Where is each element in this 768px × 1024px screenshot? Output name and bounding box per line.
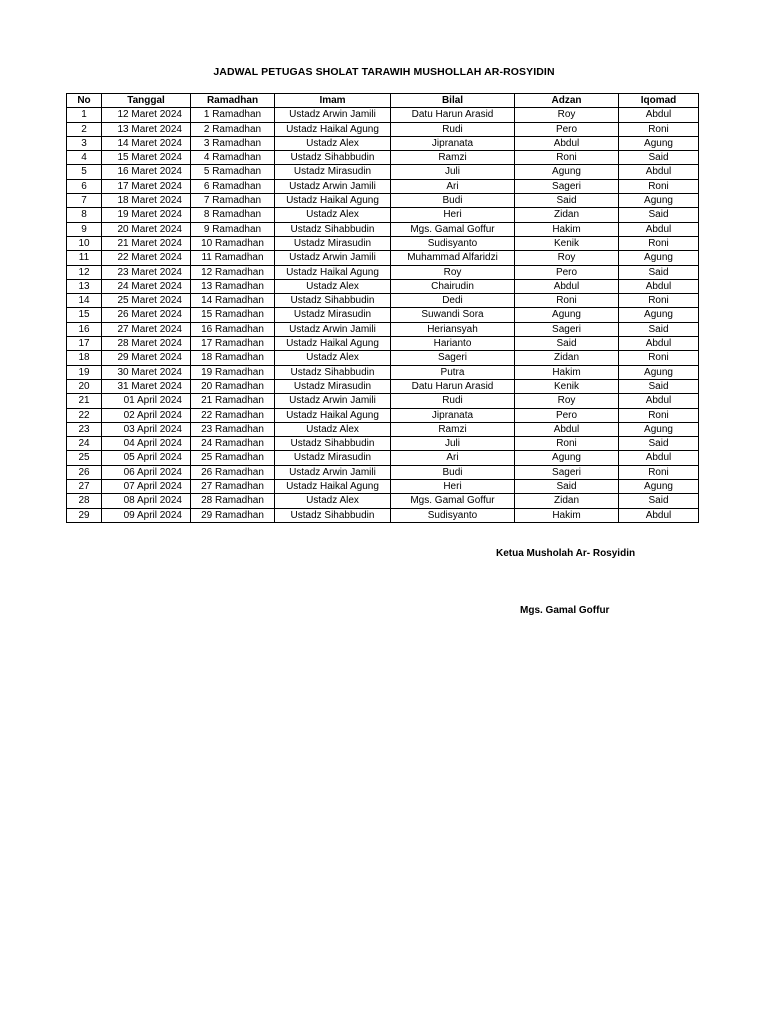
cell-imam: Ustadz Sihabbudin xyxy=(275,508,391,522)
cell-imam: Ustadz Arwin Jamili xyxy=(275,394,391,408)
cell-bilal: Sudisyanto xyxy=(391,236,515,250)
cell-imam: Ustadz Alex xyxy=(275,422,391,436)
cell-adzan: Zidan xyxy=(515,351,619,365)
cell-bilal: Chairudin xyxy=(391,279,515,293)
table-row xyxy=(67,365,699,379)
cell-adzan: Pero xyxy=(515,408,619,422)
table-row xyxy=(67,194,699,208)
cell-adzan: Pero xyxy=(515,265,619,279)
cell-bilal: Budi xyxy=(391,194,515,208)
table-header-row xyxy=(67,94,699,108)
cell-tanggal: 13 Maret 2024 xyxy=(102,122,191,136)
cell-ramadhan: 7 Ramadhan xyxy=(191,194,275,208)
cell-no: 9 xyxy=(67,222,102,236)
cell-iqomad: Roni xyxy=(619,294,699,308)
cell-adzan: Roy xyxy=(515,394,619,408)
cell-no: 17 xyxy=(67,337,102,351)
cell-tanggal: 08 April 2024 xyxy=(102,494,191,508)
cell-ramadhan: 14 Ramadhan xyxy=(191,294,275,308)
cell-ramadhan: 8 Ramadhan xyxy=(191,208,275,222)
table-row xyxy=(67,208,699,222)
cell-tanggal: 14 Maret 2024 xyxy=(102,136,191,150)
header-imam: Imam xyxy=(275,94,391,108)
cell-ramadhan: 22 Ramadhan xyxy=(191,408,275,422)
cell-bilal: Budi xyxy=(391,465,515,479)
cell-iqomad: Said xyxy=(619,437,699,451)
cell-imam: Ustadz Mirasudin xyxy=(275,165,391,179)
cell-iqomad: Said xyxy=(619,208,699,222)
cell-ramadhan: 6 Ramadhan xyxy=(191,179,275,193)
cell-tanggal: 18 Maret 2024 xyxy=(102,194,191,208)
cell-tanggal: 15 Maret 2024 xyxy=(102,151,191,165)
cell-ramadhan: 20 Ramadhan xyxy=(191,379,275,393)
table-row xyxy=(67,279,699,293)
cell-ramadhan: 27 Ramadhan xyxy=(191,480,275,494)
cell-adzan: Abdul xyxy=(515,136,619,150)
cell-iqomad: Abdul xyxy=(619,337,699,351)
cell-no: 21 xyxy=(67,394,102,408)
cell-tanggal: 03 April 2024 xyxy=(102,422,191,436)
table-row xyxy=(67,437,699,451)
cell-no: 10 xyxy=(67,236,102,250)
cell-adzan: Roni xyxy=(515,437,619,451)
cell-no: 27 xyxy=(67,480,102,494)
cell-bilal: Jipranata xyxy=(391,136,515,150)
cell-no: 26 xyxy=(67,465,102,479)
cell-tanggal: 16 Maret 2024 xyxy=(102,165,191,179)
cell-tanggal: 23 Maret 2024 xyxy=(102,265,191,279)
cell-bilal: Datu Harun Arasid xyxy=(391,108,515,122)
cell-ramadhan: 2 Ramadhan xyxy=(191,122,275,136)
cell-ramadhan: 4 Ramadhan xyxy=(191,151,275,165)
header-ramadhan: Ramadhan xyxy=(191,94,275,108)
cell-bilal: Datu Harun Arasid xyxy=(391,379,515,393)
cell-tanggal: 22 Maret 2024 xyxy=(102,251,191,265)
cell-no: 14 xyxy=(67,294,102,308)
signature-name: Mgs. Gamal Goffur xyxy=(520,605,610,616)
cell-iqomad: Said xyxy=(619,151,699,165)
cell-no: 4 xyxy=(67,151,102,165)
cell-imam: Ustadz Haikal Agung xyxy=(275,480,391,494)
cell-no: 12 xyxy=(67,265,102,279)
cell-bilal: Heri xyxy=(391,480,515,494)
cell-adzan: Sageri xyxy=(515,179,619,193)
cell-iqomad: Roni xyxy=(619,122,699,136)
cell-iqomad: Said xyxy=(619,494,699,508)
cell-adzan: Pero xyxy=(515,122,619,136)
table-row xyxy=(67,108,699,122)
cell-bilal: Ari xyxy=(391,451,515,465)
cell-imam: Ustadz Haikal Agung xyxy=(275,408,391,422)
cell-tanggal: 20 Maret 2024 xyxy=(102,222,191,236)
cell-adzan: Abdul xyxy=(515,279,619,293)
cell-iqomad: Agung xyxy=(619,136,699,150)
cell-imam: Ustadz Arwin Jamili xyxy=(275,465,391,479)
cell-iqomad: Abdul xyxy=(619,165,699,179)
cell-iqomad: Abdul xyxy=(619,108,699,122)
cell-bilal: Roy xyxy=(391,265,515,279)
cell-imam: Ustadz Haikal Agung xyxy=(275,194,391,208)
cell-ramadhan: 24 Ramadhan xyxy=(191,437,275,451)
cell-ramadhan: 11 Ramadhan xyxy=(191,251,275,265)
cell-imam: Ustadz Haikal Agung xyxy=(275,265,391,279)
cell-bilal: Mgs. Gamal Goffur xyxy=(391,222,515,236)
cell-bilal: Juli xyxy=(391,165,515,179)
cell-iqomad: Abdul xyxy=(619,394,699,408)
table-row xyxy=(67,394,699,408)
cell-iqomad: Roni xyxy=(619,351,699,365)
cell-adzan: Agung xyxy=(515,451,619,465)
cell-bilal: Jipranata xyxy=(391,408,515,422)
cell-imam: Ustadz Sihabbudin xyxy=(275,151,391,165)
cell-iqomad: Agung xyxy=(619,480,699,494)
cell-imam: Ustadz Sihabbudin xyxy=(275,437,391,451)
cell-ramadhan: 12 Ramadhan xyxy=(191,265,275,279)
cell-no: 19 xyxy=(67,365,102,379)
cell-imam: Ustadz Alex xyxy=(275,136,391,150)
table-row xyxy=(67,451,699,465)
cell-no: 11 xyxy=(67,251,102,265)
cell-adzan: Zidan xyxy=(515,494,619,508)
cell-no: 5 xyxy=(67,165,102,179)
cell-imam: Ustadz Haikal Agung xyxy=(275,337,391,351)
cell-adzan: Roy xyxy=(515,251,619,265)
table-row xyxy=(67,408,699,422)
cell-no: 28 xyxy=(67,494,102,508)
table-row xyxy=(67,265,699,279)
cell-ramadhan: 21 Ramadhan xyxy=(191,394,275,408)
cell-imam: Ustadz Alex xyxy=(275,494,391,508)
cell-imam: Ustadz Arwin Jamili xyxy=(275,108,391,122)
cell-tanggal: 17 Maret 2024 xyxy=(102,179,191,193)
cell-no: 8 xyxy=(67,208,102,222)
cell-adzan: Agung xyxy=(515,165,619,179)
cell-adzan: Roy xyxy=(515,108,619,122)
table-row xyxy=(67,222,699,236)
cell-bilal: Sageri xyxy=(391,351,515,365)
cell-ramadhan: 10 Ramadhan xyxy=(191,236,275,250)
cell-ramadhan: 1 Ramadhan xyxy=(191,108,275,122)
cell-tanggal: 26 Maret 2024 xyxy=(102,308,191,322)
table-row xyxy=(67,294,699,308)
cell-ramadhan: 15 Ramadhan xyxy=(191,308,275,322)
cell-bilal: Ari xyxy=(391,179,515,193)
cell-adzan: Hakim xyxy=(515,222,619,236)
cell-adzan: Kenik xyxy=(515,379,619,393)
cell-tanggal: 05 April 2024 xyxy=(102,451,191,465)
cell-no: 23 xyxy=(67,422,102,436)
cell-ramadhan: 19 Ramadhan xyxy=(191,365,275,379)
cell-iqomad: Roni xyxy=(619,179,699,193)
cell-tanggal: 29 Maret 2024 xyxy=(102,351,191,365)
cell-tanggal: 24 Maret 2024 xyxy=(102,279,191,293)
cell-iqomad: Said xyxy=(619,265,699,279)
cell-imam: Ustadz Mirasudin xyxy=(275,308,391,322)
cell-bilal: Dedi xyxy=(391,294,515,308)
cell-bilal: Rudi xyxy=(391,122,515,136)
cell-imam: Ustadz Sihabbudin xyxy=(275,365,391,379)
cell-imam: Ustadz Sihabbudin xyxy=(275,294,391,308)
cell-no: 1 xyxy=(67,108,102,122)
cell-imam: Ustadz Mirasudin xyxy=(275,451,391,465)
header-adzan: Adzan xyxy=(515,94,619,108)
table-row xyxy=(67,351,699,365)
cell-no: 18 xyxy=(67,351,102,365)
cell-no: 6 xyxy=(67,179,102,193)
cell-ramadhan: 23 Ramadhan xyxy=(191,422,275,436)
cell-tanggal: 31 Maret 2024 xyxy=(102,379,191,393)
cell-imam: Ustadz Mirasudin xyxy=(275,236,391,250)
cell-ramadhan: 17 Ramadhan xyxy=(191,337,275,351)
cell-iqomad: Roni xyxy=(619,236,699,250)
cell-adzan: Abdul xyxy=(515,422,619,436)
cell-no: 3 xyxy=(67,136,102,150)
header-tanggal: Tanggal xyxy=(102,94,191,108)
cell-no: 20 xyxy=(67,379,102,393)
table-row xyxy=(67,236,699,250)
document-title: JADWAL PETUGAS SHOLAT TARAWIH MUSHOLLAH AR-ROSYIDIN xyxy=(213,66,555,78)
cell-imam: Ustadz Sihabbudin xyxy=(275,222,391,236)
cell-tanggal: 28 Maret 2024 xyxy=(102,337,191,351)
cell-ramadhan: 18 Ramadhan xyxy=(191,351,275,365)
cell-iqomad: Roni xyxy=(619,465,699,479)
cell-no: 29 xyxy=(67,508,102,522)
cell-adzan: Kenik xyxy=(515,236,619,250)
cell-iqomad: Agung xyxy=(619,308,699,322)
cell-bilal: Harianto xyxy=(391,337,515,351)
table-row xyxy=(67,308,699,322)
cell-bilal: Ramzi xyxy=(391,422,515,436)
header-bilal: Bilal xyxy=(391,94,515,108)
cell-bilal: Juli xyxy=(391,437,515,451)
cell-imam: Ustadz Alex xyxy=(275,351,391,365)
cell-no: 16 xyxy=(67,322,102,336)
table-row xyxy=(67,480,699,494)
cell-tanggal: 27 Maret 2024 xyxy=(102,322,191,336)
cell-ramadhan: 5 Ramadhan xyxy=(191,165,275,179)
cell-bilal: Heri xyxy=(391,208,515,222)
cell-no: 15 xyxy=(67,308,102,322)
cell-bilal: Rudi xyxy=(391,394,515,408)
table-body xyxy=(67,108,699,523)
cell-adzan: Roni xyxy=(515,151,619,165)
table-row xyxy=(67,494,699,508)
cell-ramadhan: 16 Ramadhan xyxy=(191,322,275,336)
cell-imam: Ustadz Mirasudin xyxy=(275,379,391,393)
cell-ramadhan: 9 Ramadhan xyxy=(191,222,275,236)
cell-no: 7 xyxy=(67,194,102,208)
cell-iqomad: Said xyxy=(619,379,699,393)
cell-iqomad: Said xyxy=(619,322,699,336)
cell-bilal: Ramzi xyxy=(391,151,515,165)
table-row xyxy=(67,337,699,351)
cell-adzan: Hakim xyxy=(515,365,619,379)
cell-bilal: Muhammad Alfaridzi xyxy=(391,251,515,265)
table-row xyxy=(67,122,699,136)
table-row xyxy=(67,322,699,336)
cell-iqomad: Agung xyxy=(619,194,699,208)
cell-imam: Ustadz Haikal Agung xyxy=(275,122,391,136)
cell-bilal: Putra xyxy=(391,365,515,379)
cell-ramadhan: 3 Ramadhan xyxy=(191,136,275,150)
cell-bilal: Heriansyah xyxy=(391,322,515,336)
cell-iqomad: Agung xyxy=(619,365,699,379)
cell-imam: Ustadz Alex xyxy=(275,208,391,222)
cell-iqomad: Agung xyxy=(619,251,699,265)
cell-iqomad: Roni xyxy=(619,408,699,422)
cell-tanggal: 06 April 2024 xyxy=(102,465,191,479)
cell-bilal: Sudisyanto xyxy=(391,508,515,522)
cell-imam: Ustadz Arwin Jamili xyxy=(275,179,391,193)
cell-tanggal: 09 April 2024 xyxy=(102,508,191,522)
cell-imam: Ustadz Alex xyxy=(275,279,391,293)
cell-bilal: Mgs. Gamal Goffur xyxy=(391,494,515,508)
table-row xyxy=(67,151,699,165)
table-row xyxy=(67,465,699,479)
cell-tanggal: 07 April 2024 xyxy=(102,480,191,494)
cell-no: 2 xyxy=(67,122,102,136)
header-no: No xyxy=(67,94,102,108)
cell-iqomad: Abdul xyxy=(619,451,699,465)
cell-iqomad: Agung xyxy=(619,422,699,436)
cell-ramadhan: 26 Ramadhan xyxy=(191,465,275,479)
cell-tanggal: 12 Maret 2024 xyxy=(102,108,191,122)
cell-bilal: Suwandi Sora xyxy=(391,308,515,322)
table-row xyxy=(67,165,699,179)
cell-adzan: Agung xyxy=(515,308,619,322)
table-row xyxy=(67,508,699,522)
table-row xyxy=(67,379,699,393)
table-row xyxy=(67,136,699,150)
table-row xyxy=(67,179,699,193)
cell-imam: Ustadz Arwin Jamili xyxy=(275,322,391,336)
cell-no: 13 xyxy=(67,279,102,293)
header-iqomad: Iqomad xyxy=(619,94,699,108)
cell-ramadhan: 25 Ramadhan xyxy=(191,451,275,465)
cell-ramadhan: 29 Ramadhan xyxy=(191,508,275,522)
cell-ramadhan: 13 Ramadhan xyxy=(191,279,275,293)
cell-adzan: Hakim xyxy=(515,508,619,522)
cell-adzan: Said xyxy=(515,194,619,208)
cell-tanggal: 25 Maret 2024 xyxy=(102,294,191,308)
table-row xyxy=(67,422,699,436)
cell-no: 22 xyxy=(67,408,102,422)
cell-ramadhan: 28 Ramadhan xyxy=(191,494,275,508)
cell-no: 25 xyxy=(67,451,102,465)
cell-iqomad: Abdul xyxy=(619,508,699,522)
cell-tanggal: 02 April 2024 xyxy=(102,408,191,422)
signature-role: Ketua Musholah Ar- Rosyidin xyxy=(496,548,636,559)
cell-iqomad: Abdul xyxy=(619,279,699,293)
cell-adzan: Said xyxy=(515,337,619,351)
cell-adzan: Sageri xyxy=(515,322,619,336)
cell-tanggal: 30 Maret 2024 xyxy=(102,365,191,379)
cell-adzan: Zidan xyxy=(515,208,619,222)
cell-no: 24 xyxy=(67,437,102,451)
table-row xyxy=(67,251,699,265)
cell-tanggal: 21 Maret 2024 xyxy=(102,236,191,250)
cell-adzan: Roni xyxy=(515,294,619,308)
cell-imam: Ustadz Arwin Jamili xyxy=(275,251,391,265)
cell-adzan: Said xyxy=(515,480,619,494)
schedule-table xyxy=(66,93,699,523)
cell-tanggal: 04 April 2024 xyxy=(102,437,191,451)
cell-tanggal: 01 April 2024 xyxy=(102,394,191,408)
cell-iqomad: Abdul xyxy=(619,222,699,236)
cell-adzan: Sageri xyxy=(515,465,619,479)
cell-tanggal: 19 Maret 2024 xyxy=(102,208,191,222)
